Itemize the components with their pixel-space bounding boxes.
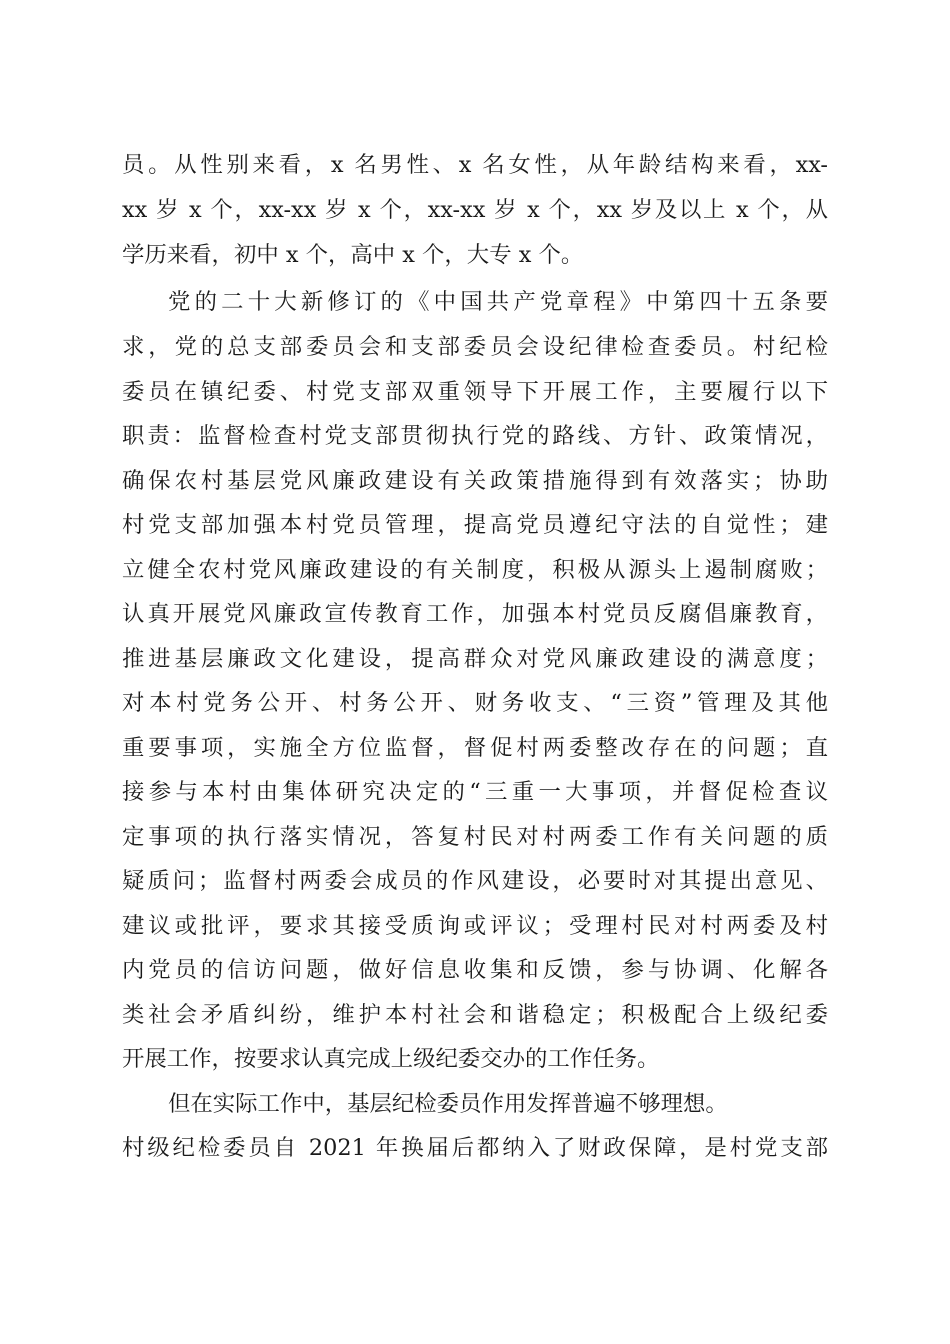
text-line: 委员在镇纪委、村党支部双重领导下开展工作，主要履行以下	[122, 379, 828, 405]
text-line: 立健全农村党风廉政建设的有关制度，积极从源头上遏制腐败；	[122, 557, 828, 583]
text-line: 职责：监督检查村党支部贯彻执行党的路线、方针、政策情况，	[122, 423, 828, 449]
text-line: 类社会矛盾纠纷，维护本村社会和谐稳定；积极配合上级纪委	[122, 1002, 828, 1028]
text-line: 但在实际工作中，基层纪检委员作用发挥普遍不够理想。	[168, 1091, 728, 1117]
text-line: 推进基层廉政文化建设，提高群众对党风廉政建设的满意度；	[122, 646, 828, 672]
text-line: 村党支部加强本村党员管理，提高党员遵纪守法的自觉性；建	[122, 512, 828, 538]
text-line: 重要事项，实施全方位监督，督促村两委整改存在的问题；直	[122, 735, 828, 761]
text-line: 建议或批评，要求其接受质询或评议；受理村民对村两委及村	[122, 913, 828, 939]
text-line: 接参与本村由集体研究决定的“三重一大事项，并督促检查议	[122, 779, 828, 805]
text-line: 内党员的信访问题，做好信息收集和反馈，参与协调、化解各	[122, 957, 828, 983]
text-line: 定事项的执行落实情况，答复村民对村两委工作有关问题的质	[122, 824, 828, 850]
text-line: 疑质问；监督村两委会成员的作风建设，必要时对其提出意见、	[122, 868, 828, 894]
text-line: 员。从性别来看，x 名男性、x 名女性，从年龄结构来看，xx-	[122, 152, 828, 178]
text-line: 学历来看，初中 x 个，高中 x 个，大专 x 个。	[122, 242, 584, 268]
text-line: 对本村党务公开、村务公开、财务收支、“三资”管理及其他	[122, 690, 828, 716]
text-line: 党的二十大新修订的《中国共产党章程》中第四十五条要	[168, 289, 828, 315]
text-line: 求，党的总支部委员会和支部委员会设纪律检查委员。村纪检	[122, 334, 828, 360]
text-line: 开展工作，按要求认真完成上级纪委交办的工作任务。	[122, 1046, 660, 1072]
text-line: 确保农村基层党风廉政建设有关政策措施得到有效落实；协助	[122, 468, 828, 494]
text-line: xx 岁 x 个，xx-xx 岁 x 个，xx-xx 岁 x 个，xx 岁及以上 x 个，从	[122, 197, 828, 223]
text-line: 认真开展党风廉政宣传教育工作，加强本村党员反腐倡廉教育，	[122, 601, 828, 627]
text-line: 村级纪检委员自 2021 年换届后都纳入了财政保障，是村党支部	[122, 1135, 828, 1161]
